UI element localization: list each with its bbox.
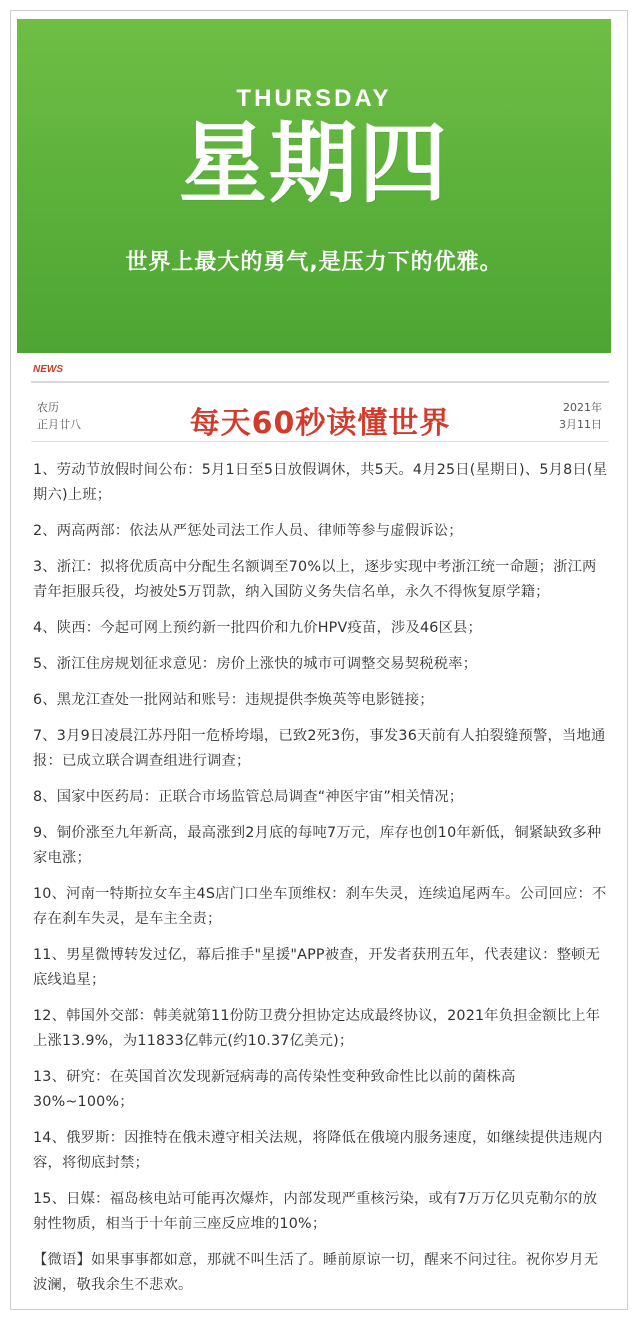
news-item-13: 13、研究：在英国首次发现新冠病毒的高传染性变种致命性比以前的菌株高30%~100%； [33, 1069, 516, 1110]
weekday-chinese: 星期四 [178, 112, 449, 215]
news-item-4: 4、陕西：今起可网上预约新一批四价和九价HPV疫苗，涉及46区县； [33, 620, 483, 636]
daily-quote: 【微语】如果事事都如意，那就不叫生活了。睡前原谅一切，醒来不问过往。祝你岁月无波澜，敬我余生不悲欢。 [33, 1252, 599, 1293]
header-banner [17, 19, 611, 353]
lunar-date: 正月廿八 [37, 418, 81, 431]
masthead-divider-top [31, 381, 609, 383]
news-item-9: 9、铜价涨至九年新高，最高涨到2月底的每吨7万元，库存也创10年新低，铜紧缺致多种家电涨； [33, 825, 602, 866]
news-item-3: 3、浙江：拟将优质高中分配生名额调至70%以上，逐步实现中考浙江统一命题；浙江两青年拒服兵役，均被处5万罚款，纳入国防义务失信名单，永久不得恢复原学籍； [33, 559, 597, 600]
news-item-2: 2、两高两部：依法从严惩处司法工作人员、律师等参与虚假诉讼； [33, 523, 463, 539]
weekday-english: THURSDAY [236, 85, 392, 112]
headline-title: 每天60秒读懂世界 [189, 406, 451, 441]
news-item-6: 6、黑龙江查处一批网站和账号：违规提供李焕英等电影链接； [33, 692, 434, 708]
news-item-11: 11、男星微博转发过亿，幕后推手"星援"APP被查，开发者获刑五年，代表建议：整顿无底线追星； [33, 947, 601, 988]
gregorian-date-block [559, 399, 602, 433]
news-item-15: 15、日媒：福岛核电站可能再次爆炸，内部发现严重核污染，或有7万万亿贝克勒尔的放射性物质，相当于十年前三座反应堆的10%； [33, 1191, 598, 1232]
news-item-7: 7、3月9日凌晨江苏丹阳一危桥垮塌，已致2死3伤，事发36天前有人拍裂缝预警，当地通报：已成立联合调查组进行调查； [33, 728, 606, 769]
news-item-14: 14、俄罗斯：因推特在俄未遵守相关法规，将降低在俄境内服务速度，如继续提供违规内容，将彻底封禁； [33, 1130, 603, 1171]
news-item-10: 10、河南一特斯拉女车主4S店门口坐车顶维权：刹车失灵，连续追尾两车。公司回应：不存在刹车失灵，是车主全责； [33, 886, 607, 927]
lunar-label: 农历 [37, 401, 59, 414]
banner-motto: 世界上最大的勇气,是压力下的优雅。 [125, 250, 503, 275]
year: 2021年 [563, 401, 602, 414]
news-item-5: 5、浙江住房规划征求意见：房价上涨快的城市可调整交易契税税率； [33, 656, 478, 672]
news-item-8: 8、国家中医药局：正联合市场监管总局调查“神医宇宙”相关情况； [33, 789, 464, 805]
news-item-1: 1、劳动节放假时间公布：5月1日至5日放假调休，共5天。4月25日(星期日)、5月8日(星期六)上班； [33, 462, 608, 503]
date: 3月11日 [559, 418, 602, 431]
masthead-divider-bottom [31, 441, 609, 442]
news-list [33, 458, 608, 1309]
news-item-12: 12、韩国外交部：韩美就第11份防卫费分担协定达成最终协议，2021年负担金额比上年上涨13.9%，为11833亿韩元(约10.37亿美元)； [33, 1008, 601, 1049]
news-tag: NEWS [33, 364, 63, 375]
